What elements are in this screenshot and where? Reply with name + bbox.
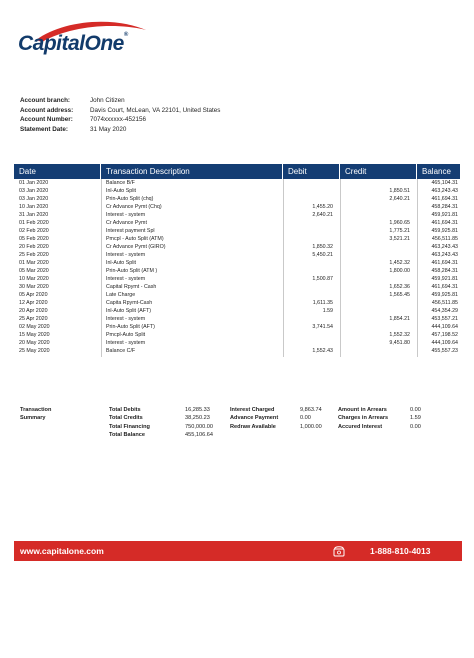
cell-debit [283,315,340,323]
table-row [14,211,460,219]
cell-credit: 1,854.21 [389,316,410,322]
cell-balance: 461,694.31 [431,220,458,226]
footer-bar [14,541,462,561]
account-field-label: Statement Date: [20,125,68,133]
cell-debit: 5,450.21 [312,252,333,258]
account-field-label: Account address: [20,106,74,114]
cell-credit: 1,652.36 [389,284,410,290]
cell-debit: 3,741.54 [312,324,333,330]
logo-trademark: ® [123,32,128,38]
cell-description: Capita Rpymt-Cash [106,300,153,306]
cell-credit: 1,565.45 [389,292,410,298]
cell-balance: 444,109.64 [431,324,458,330]
summary-value: 38,250.23 [185,415,210,422]
summary-label-line1: Transaction [20,407,52,413]
cell-debit [283,219,340,227]
table-row [14,235,460,243]
cell-description: Prin-Auto Split (AFT) [106,324,155,330]
account-field-label: Account branch: [20,97,71,104]
header-date: Date [14,164,101,179]
summary-totals-values [185,406,213,439]
cell-date: 01 Feb 2020 [19,220,49,226]
cell-balance: 461,694.31 [431,260,458,266]
cell-debit [283,283,340,291]
cell-date: 03 Jan 2020 [19,196,49,202]
summary-arrears-values [410,406,421,431]
table-row [14,347,460,355]
account-row [20,125,220,135]
column-divider [417,179,418,357]
cell-credit [340,307,417,315]
cell-description: Interest payment Spl [106,228,155,234]
cell-credit [340,179,417,187]
cell-description: Prin-Auto Split (ATM ) [106,268,158,274]
cell-balance: 463,243.43 [431,252,458,258]
cell-description: Inl-Auto Split (AFT) [106,308,152,314]
cell-date: 05 Feb 2020 [19,236,49,242]
table-row [14,195,460,203]
cell-debit [283,339,340,347]
cell-debit: 1,611.35 [312,300,333,306]
logo-capital: Capital [18,32,85,55]
account-row [20,96,220,106]
cell-credit [340,275,417,283]
cell-debit [283,227,340,235]
cell-balance: 453,557.21 [431,316,458,322]
cell-balance: 444,109.64 [431,340,458,346]
cell-debit [283,187,340,195]
cell-description: Interest - system [106,316,146,322]
phone-icon [333,545,345,557]
cell-balance: 465,104.31 [431,180,458,186]
cell-description: Interest - system [106,212,146,218]
cell-date: 01 Jan 2020 [19,180,49,186]
table-row [14,219,460,227]
summary-arrears-keys [338,406,388,431]
footer-phone-number[interactable]: 1-888-810-4013 [370,546,431,556]
cell-date: 05 Mar 2020 [19,268,49,274]
cell-description: Interest - system [106,252,146,258]
summary-key: Total Balance [109,431,145,438]
cell-description: Cr Advance Pymt [106,220,147,226]
cell-date: 31 Jan 2020 [19,212,49,218]
table-header [14,164,460,179]
account-field-label: Account Number: [20,116,73,123]
cell-debit: 1,500.87 [312,276,333,282]
cell-description: Interest - system [106,340,146,346]
account-field-value: John Citizen [90,97,125,104]
summary-key: Interest Charged [230,407,275,413]
account-field-value: Davis Court, McLean, VA 22101, United States [90,106,221,114]
cell-date: 15 May 2020 [19,332,50,338]
cell-credit [340,203,417,211]
cell-balance: 459,921.81 [431,276,458,282]
column-divider [340,179,341,357]
summary-key: Redraw Available [230,423,276,430]
account-field-value: 7074xxxxxx-452156 [90,116,147,123]
summary-totals-keys [109,406,150,439]
cell-balance: 459,925.81 [431,292,458,298]
summary-key: Amount in Arrears [338,407,387,413]
cell-credit [340,211,417,219]
table-row [14,203,460,211]
cell-credit: 1,775.21 [389,228,410,234]
table-row [14,299,460,307]
cell-description: Inl-Auto Split [106,188,137,194]
capital-one-logo [18,18,158,70]
table-row [14,259,460,267]
cell-description: Cr Advance Pymt (GIRO) [106,244,166,250]
cell-balance: 458,284.31 [431,204,458,210]
table-row [14,339,460,347]
cell-balance: 457,198.52 [431,332,458,338]
table-row [14,323,460,331]
summary-value: 1.59 [410,415,421,422]
cell-date: 25 Apr 2020 [19,316,48,322]
table-body [14,179,460,355]
cell-description: Interest - system [106,276,146,282]
cell-date: 30 Mar 2020 [19,284,49,290]
cell-credit: 9,451.80 [389,340,410,346]
summary-interest-keys [230,406,278,431]
cell-debit: 1,455.20 [312,204,333,210]
cell-credit [340,299,417,307]
cell-balance: 455,557.23 [431,348,458,354]
cell-description: Late Charge [106,292,136,298]
cell-balance: 456,511.85 [431,236,458,242]
account-row [20,106,220,116]
cell-debit [283,291,340,299]
summary-key: Accured Interest [338,423,383,430]
cell-date: 20 May 2020 [19,340,50,346]
header-debit: Debit [283,164,340,179]
table-row [14,331,460,339]
cell-date: 02 May 2020 [19,324,50,330]
cell-credit [340,251,417,259]
account-field-value: 31 May 2020 [90,125,127,133]
cell-date: 02 Feb 2020 [19,228,49,234]
summary-key: Total Debits [109,407,141,413]
cell-credit: 1,552.32 [389,332,410,338]
cell-date: 25 Feb 2020 [19,252,49,258]
header-balance: Balance [422,167,451,176]
cell-credit: 2,640.21 [389,196,410,202]
cell-balance: 463,243.43 [431,188,458,194]
cell-balance: 454,354.29 [431,308,458,314]
cell-description: Capital Rpymt - Cash [106,284,157,290]
column-divider [101,179,102,357]
cell-description: Pmcpl - Auto Split (ATM) [106,236,164,242]
table-row [14,251,460,259]
cell-date: 12 Apr 2020 [19,300,48,306]
cell-debit [283,235,340,243]
summary-value: 0.00 [300,415,311,422]
cell-balance: 463,243.43 [431,244,458,250]
summary-value: 9,863.74 [300,407,322,413]
summary-value: 0.00 [410,423,421,430]
cell-credit [340,347,417,355]
summary-value: 1,000.00 [300,423,322,430]
logo-one: One [84,32,124,55]
account-row [20,115,220,125]
header-credit: Credit [340,164,417,179]
cell-date: 20 Feb 2020 [19,244,49,250]
cell-credit: 1,960.65 [389,220,410,226]
cell-debit [283,259,340,267]
cell-balance: 461,694.31 [431,284,458,290]
summary-value: 0.00 [410,407,421,413]
cell-debit: 1,850.32 [312,244,333,250]
cell-description: Cr Advance Pymt (Chq) [106,204,162,210]
cell-credit: 1,452.32 [389,260,410,266]
summary-key: Charges in Arrears [338,415,389,422]
cell-description: Inl-Auto Split [106,260,137,266]
cell-balance: 456,511.85 [431,300,458,306]
table-row [14,227,460,235]
cell-balance: 459,921.81 [431,212,458,218]
summary-value: 16,285.33 [185,407,210,413]
cell-description: Prin-Auto Split (chq) [106,196,154,202]
table-row [14,283,460,291]
cell-balance: 461,694.31 [431,196,458,202]
cell-debit [283,331,340,339]
table-row [14,291,460,299]
cell-debit: 1,552.43 [312,348,333,354]
summary-interest-values [300,406,322,431]
cell-description: Balance C/F [106,348,136,354]
cell-credit: 1,850.51 [389,188,410,194]
logo-wordmark [18,32,128,56]
cell-credit: 3,521.21 [389,236,410,242]
cell-credit [340,323,417,331]
cell-debit [283,195,340,203]
cell-debit [283,267,340,275]
cell-description: Balance B/F [106,180,135,186]
cell-debit [283,179,340,187]
header-description: Transaction Description [101,164,283,179]
summary-key: Total Credits [109,415,143,422]
cell-date: 10 Jan 2020 [19,204,49,210]
table-row [14,307,460,315]
cell-date: 25 May 2020 [19,348,50,354]
table-row [14,179,460,187]
table-row [14,187,460,195]
table-row [14,243,460,251]
account-info [20,96,220,134]
footer-website-link[interactable]: www.capitalone.com [20,546,104,556]
transactions-table [14,164,460,355]
cell-credit [340,243,417,251]
summary-label [20,406,80,423]
cell-date: 01 Mar 2020 [19,260,49,266]
summary-label-line2: Summary [20,415,46,422]
cell-date: 05 Apr 2020 [19,292,48,298]
cell-debit: 2,640.21 [312,212,333,218]
cell-date: 10 Mar 2020 [19,276,49,282]
summary-key: Total Financing [109,423,150,430]
table-row [14,267,460,275]
cell-balance: 458,284.31 [431,268,458,274]
summary-key: Advance Payment [230,415,279,422]
summary-value: 750,000.00 [185,423,213,430]
table-row [14,315,460,323]
summary-value: 455,106.64 [185,431,213,438]
table-row [14,275,460,283]
cell-balance: 459,925.81 [431,228,458,234]
cell-credit: 1,800.00 [389,268,410,274]
cell-description: Pmcpl-Auto Split [106,332,146,338]
cell-date: 20 Apr 2020 [19,308,48,314]
cell-date: 03 Jan 2020 [19,188,49,194]
column-divider [283,179,284,357]
cell-debit: 1.59 [322,308,333,314]
